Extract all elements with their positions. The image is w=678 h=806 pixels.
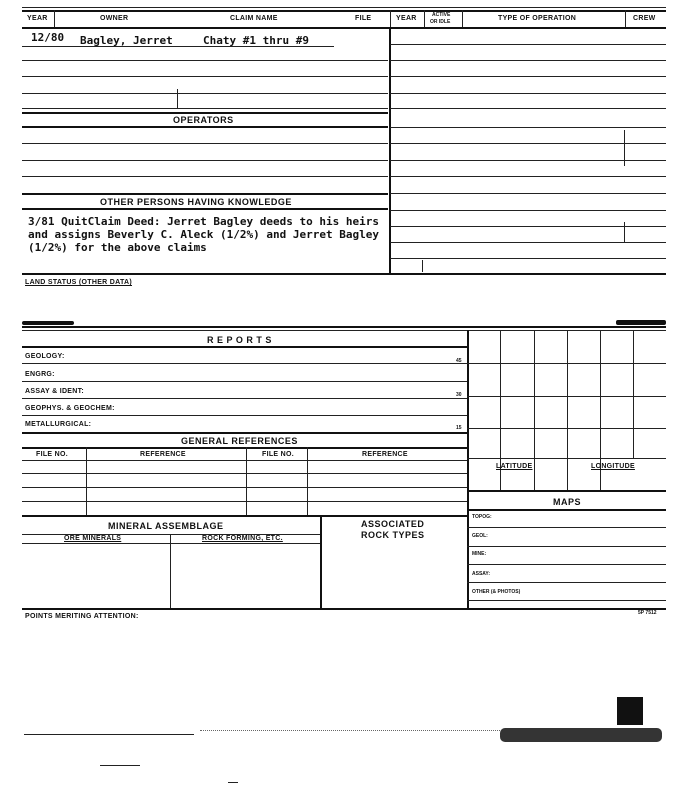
header-active-idle-2: OR IDLE <box>430 19 451 25</box>
header-crew: CREW <box>633 15 656 22</box>
reports-title: R E P O R T S <box>207 335 272 345</box>
mineral-title: MINERAL ASSEMBLAGE <box>108 521 224 531</box>
report-engrg: ENGRG: <box>25 371 55 378</box>
report-geology: GEOLOGY: <box>25 353 65 360</box>
mineral-ore: ORE MINERALS <box>64 535 122 542</box>
points-meriting-attention: POINTS MERITING ATTENTION: <box>25 613 139 620</box>
entry-year: 12/80 <box>31 31 65 44</box>
ref-reference-2: REFERENCE <box>362 451 408 458</box>
report-num-30: 30 <box>456 392 462 398</box>
maps-assay: ASSAY: <box>472 571 491 577</box>
assoc-rock-1: ASSOCIATED <box>361 519 425 529</box>
longitude-label: LONGITUDE <box>591 463 635 470</box>
maps-other: OTHER (& PHOTOS) <box>472 589 521 595</box>
land-status-label: LAND STATUS (OTHER DATA) <box>25 279 133 286</box>
header-owner: OWNER <box>100 15 129 22</box>
maps-mine: MINE: <box>472 551 487 557</box>
report-metallurgical: METALLURGICAL: <box>25 421 92 428</box>
header-year-2: YEAR <box>396 15 417 22</box>
ref-file-no-1: FILE NO. <box>36 451 68 458</box>
ref-file-no-2: FILE NO. <box>262 451 294 458</box>
report-assay: ASSAY & IDENT: <box>25 388 85 395</box>
entry-claim-name: Chaty #1 thru #9 <box>203 34 309 47</box>
entry-owner: Bagley, Jerret <box>80 34 173 47</box>
header-type-of-operation: TYPE OF OPERATION <box>498 15 577 22</box>
header-claim-name: CLAIM NAME <box>230 15 278 22</box>
knowledge-title: OTHER PERSONS HAVING KNOWLEDGE <box>100 197 292 207</box>
scan-artifact-square <box>617 697 643 725</box>
scan-artifact-smear <box>500 728 662 742</box>
mineral-rock: ROCK FORMING, ETC. <box>202 535 283 542</box>
maps-topog: TOPOG: <box>472 514 492 520</box>
form-number: 5P 7512 <box>638 610 657 616</box>
report-num-15: 15 <box>456 425 462 431</box>
header-file: FILE <box>355 15 372 22</box>
header-active-idle: ACTIVE <box>432 12 451 18</box>
report-geophys: GEOPHYS. & GEOCHEM: <box>25 405 115 412</box>
latitude-label: LATITUDE <box>496 463 533 470</box>
assoc-rock-2: ROCK TYPES <box>361 530 425 540</box>
report-num-45: 45 <box>456 358 462 364</box>
general-refs-title: GENERAL REFERENCES <box>181 436 298 446</box>
maps-title: MAPS <box>553 497 582 507</box>
maps-geol: GEOL: <box>472 533 488 539</box>
ref-reference-1: REFERENCE <box>140 451 186 458</box>
operators-title: OPERATORS <box>173 115 234 125</box>
knowledge-note: 3/81 QuitClaim Deed: Jerret Bagley deeds to his heirs and assigns Beverly C. Aleck (1/2%) and Jerret Bagley (1/2%) for the above claims <box>28 215 379 254</box>
header-year: YEAR <box>27 15 48 22</box>
